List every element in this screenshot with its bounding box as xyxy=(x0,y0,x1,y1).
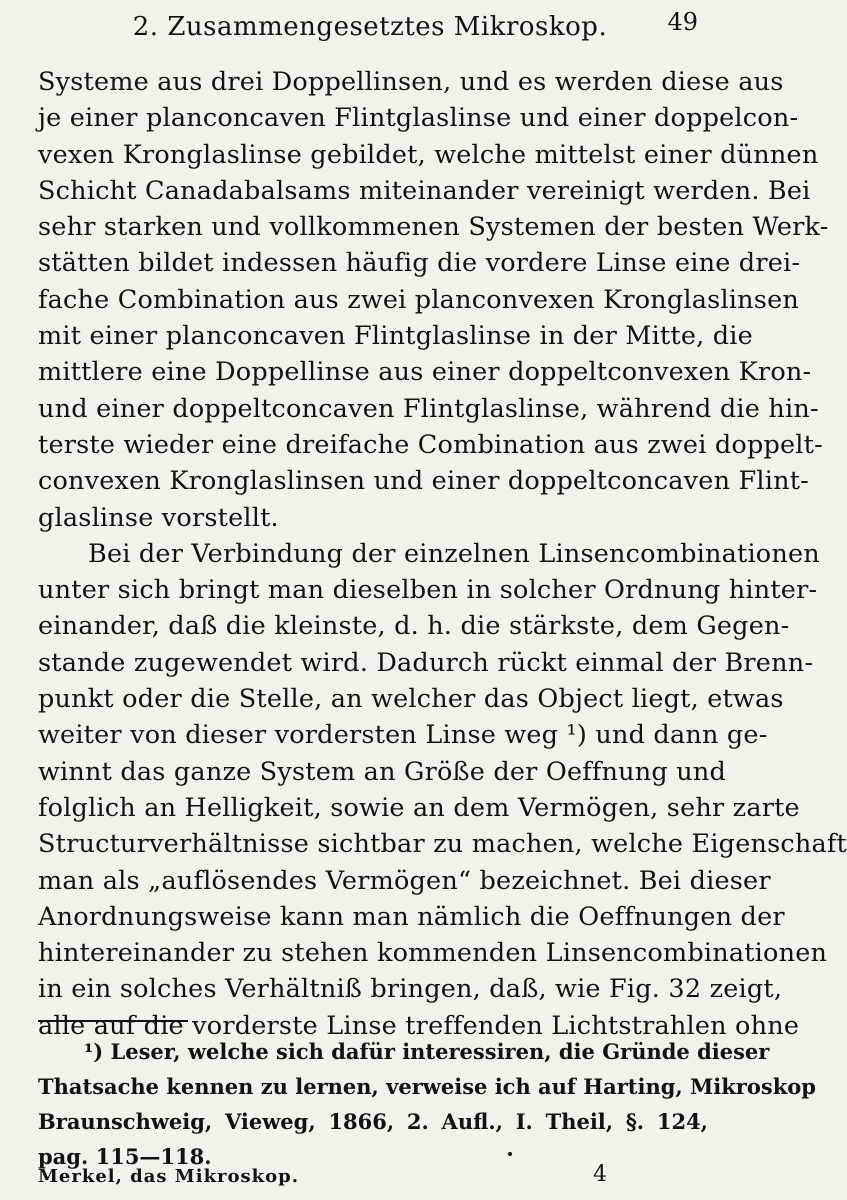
text-line: convexen Kronglaslinsen und einer doppeltconcaven Flint- xyxy=(38,466,809,497)
signature-number: 4 xyxy=(593,1162,607,1187)
running-header xyxy=(0,8,740,48)
text-line: Schicht Canadabalsams miteinander vereinigt werden. Bei xyxy=(38,175,811,206)
footnote-line: ¹) Leser, welche sich dafür interessiren, die Gründe dieser xyxy=(84,1039,770,1064)
text-line: stande zugewendet wird. Dadurch rückt einmal der Brenn- xyxy=(38,647,814,678)
text-line: fache Combination aus zwei planconvexen Kronglaslinsen xyxy=(38,284,799,315)
text-line: einander, daß die kleinste, d. h. die stärkste, dem Gegen- xyxy=(38,611,790,642)
text-line: mit einer planconcaven Flintglaslinse in der Mitte, die xyxy=(38,321,753,352)
signature-mark: Merkel, das Mikroskop. xyxy=(38,1166,299,1187)
footnote-rule xyxy=(38,1020,188,1022)
text-line: hintereinander zu stehen kommenden Linsencombinationen xyxy=(38,938,828,969)
text-line: winnt das ganze System an Größe der Oeffnung und xyxy=(38,756,726,787)
text-line: folglich an Helligkeit, sowie an dem Vermögen, sehr zarte xyxy=(38,792,800,823)
text-line: Bei der Verbindung der einzelnen Linsencombinationen xyxy=(88,538,820,569)
text-line: man als „auflösendes Vermögen“ bezeichnet. Bei dieser xyxy=(38,865,771,896)
text-line: Structurverhältnisse sichtbar zu machen, welche Eigenschaft xyxy=(38,829,847,860)
text-line: alle auf die vorderste Linse treffenden Lichtstrahlen ohne xyxy=(38,1010,800,1041)
footnote-line: Thatsache kennen zu lernen, verweise ich auf Harting, Mikroskop xyxy=(38,1074,816,1099)
text-line: Anordnungsweise kann man nämlich die Oeffnungen der xyxy=(38,901,785,932)
text-line: punkt oder die Stelle, an welcher das Object liegt, etwas xyxy=(38,684,784,715)
text-line: glaslinse vorstellt. xyxy=(38,502,279,533)
text-line: stätten bildet indessen häufig die vordere Linse eine drei- xyxy=(38,248,801,279)
text-line: und einer doppeltconcaven Flintglaslinse, während die hin- xyxy=(38,393,819,424)
text-line: in ein solches Verhältniß bringen, daß, wie Fig. 32 zeigt, xyxy=(38,974,783,1005)
text-line: terste wieder eine dreifache Combination aus zwei doppelt- xyxy=(38,429,823,460)
print-dot xyxy=(508,1152,512,1156)
footnote-line: Braunschweig, Vieweg, 1866, 2. Aufl., I. Theil, §. 124, xyxy=(38,1109,708,1134)
text-line: Systeme aus drei Doppellinsen, und es werden diese aus xyxy=(38,67,784,97)
text-line: mittlere eine Doppellinse aus einer doppeltconvexen Kron- xyxy=(38,357,812,388)
text-line: sehr starken und vollkommenen Systemen der besten Werk- xyxy=(38,212,829,243)
running-title: 2. Zusammengesetztes Mikroskop. xyxy=(132,12,608,42)
body-text xyxy=(38,64,847,1044)
text-line: weiter von dieser vordersten Linse weg ¹) und dann ge- xyxy=(38,720,768,751)
footnote xyxy=(38,1034,816,1174)
footnote-line: pag. 115—118. xyxy=(38,1144,212,1169)
text-line: unter sich bringt man dieselben in solcher Ordnung hinter- xyxy=(38,575,818,606)
page-number: 49 xyxy=(667,8,698,36)
text-line: vexen Kronglaslinse gebildet, welche mittelst einer dünnen xyxy=(38,139,819,170)
page-footer xyxy=(38,1162,708,1196)
text-line: je einer planconcaven Flintglaslinse und einer doppelcon- xyxy=(38,103,799,134)
